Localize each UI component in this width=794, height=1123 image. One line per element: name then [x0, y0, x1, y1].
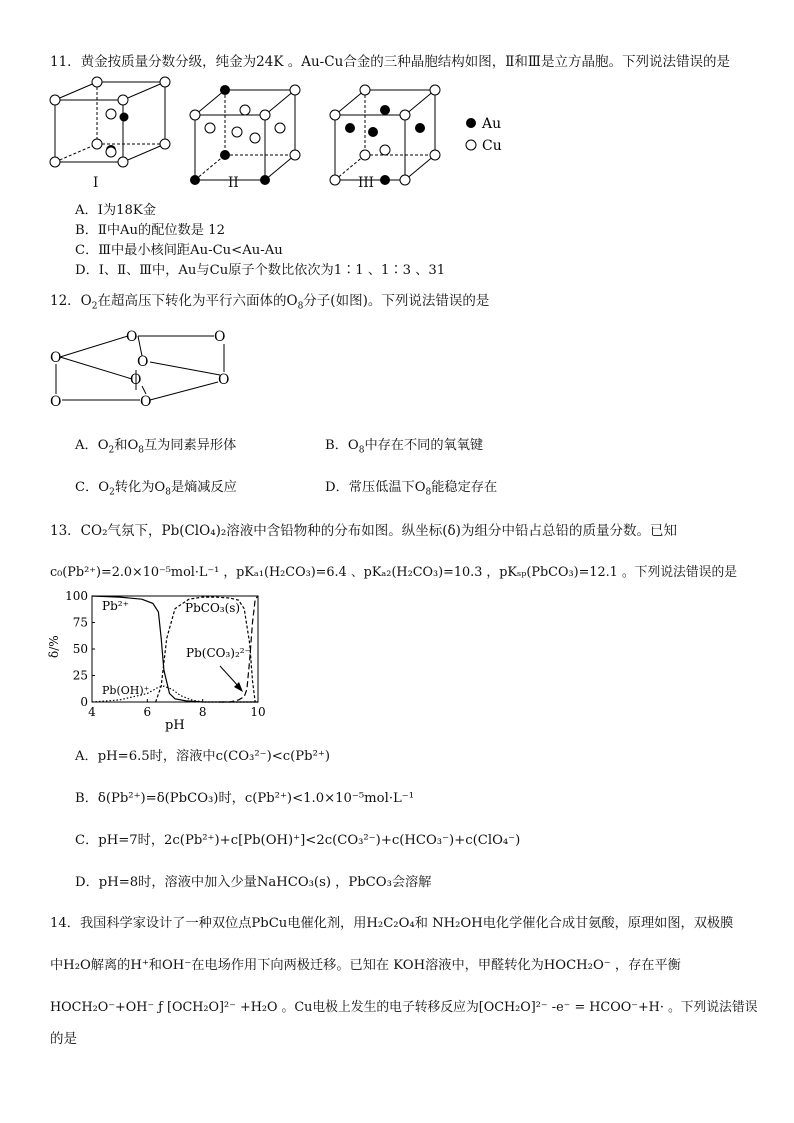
legend-cu-dot [466, 140, 476, 150]
q14-line2: 中H₂O解离的H⁺和OH⁻在电场作用下向两极迁移。已知在 KOH溶液中，甲醛转化为HOCH₂O⁻ ，存在平衡 [50, 958, 681, 973]
q14-line4: 的是 [50, 1031, 77, 1047]
o-atom: O [50, 350, 62, 366]
q12-option-d: D．常压低温下$O_8$能稳定存在 [325, 480, 498, 498]
legend-au-dot [466, 118, 476, 128]
q13-option-d: D．pH=8时，溶液中加入少量NaHCO₃(s) ，PbCO₃会溶解 [75, 875, 432, 890]
o-atom: O [214, 329, 226, 345]
y-tick-label: 50 [72, 642, 88, 656]
q14-line3: HOCH₂O⁻+OH⁻ ƒ [OCH₂O]²⁻ +H₂O 。Cu电极上发生的电子转移反应为[OCH₂O]²⁻ -e⁻ = HCOO⁻+H· 。下列说法错误 [50, 1000, 758, 1015]
q11-option-d: D．I、Ⅱ、Ⅲ中，Au与Cu原子个数比依次为1∶1 、1∶3 、31 [75, 263, 446, 278]
q11-option-a: A．I为18K金 [75, 203, 156, 218]
o-atom: O [218, 372, 230, 388]
cell-label-III: III [358, 175, 374, 191]
q12-o8-figure [40, 322, 240, 414]
q13-stem-line1: 13．CO₂气氛下，Pb(ClO₄)₂溶液中含铅物种的分布如图。纵坐标(δ)为组分中铅占总铅的质量分数。已知 [50, 523, 677, 539]
q13-stem-line2: c₀(Pb²⁺)=2.0×10⁻⁵mol·L⁻¹ ，pKₐ₁(H₂CO₃)=6.4 、pKₐ₂(H₂CO₃)=10.3 ，pKₛₚ(PbCO₃)=12.1 。下列说法错误的是 [50, 565, 738, 580]
cell-label-II: II [228, 175, 239, 191]
series-label-pb2: Pb²⁺ [102, 599, 129, 613]
q12-option-b: B．$O_8$中存在不同的氧氧键 [325, 438, 484, 456]
o-atom: O [140, 394, 152, 410]
y-tick-label: 0 [80, 695, 88, 709]
x-tick-label: 10 [250, 705, 266, 719]
series-label-pbco32: Pb(CO₃)₂²⁻ [186, 646, 251, 660]
q13-distribution-chart [40, 586, 280, 734]
cell-I [50, 77, 170, 167]
q11-option-b: B．Ⅱ中Au的配位数是 12 [75, 223, 225, 238]
q12-option-a: A．$O_2$和$O_8$互为同素异形体 [75, 438, 237, 456]
q11-option-c: C．Ⅲ中最小核间距Au-Cu<Au-Au [75, 243, 283, 258]
q14-line1: 14．我国科学家设计了一种双位点PbCu电催化剂，用H₂C₂O₄和 NH₂OH电化学催化合成甘氨酸，原理如图，双极膜 [50, 916, 734, 931]
q13-option-c: C．pH=7时，2c(Pb²⁺)+c[Pb(OH)⁺]<2c(CO₃²⁻)+c(HCO₃⁻)+c(ClO₄⁻) [75, 833, 521, 848]
cell-label-I: I [93, 175, 99, 191]
legend-au-label: Au [482, 116, 502, 132]
q13-option-a: A．pH=6.5时，溶液中c(CO₃²⁻)<c(Pb²⁺) [75, 749, 331, 764]
q13-option-b: B．δ(Pb²⁺)=δ(PbCO₃)时，c(Pb²⁺)<1.0×10⁻⁵mol·L⁻¹ [75, 791, 415, 806]
legend-cu-label: Cu [482, 138, 502, 154]
y-tick-label: 25 [72, 668, 88, 683]
x-tick-label: 4 [88, 705, 96, 719]
series-label-pbco3: PbCO₃(s) [185, 601, 241, 615]
y-axis-label: δ/% [47, 635, 61, 658]
y-tick-label: 75 [72, 615, 88, 630]
o-atom: O [137, 354, 149, 370]
cell-III [330, 85, 440, 185]
x-tick-label: 6 [143, 705, 152, 719]
q12-option-c: C．$O_2$转化为$O_8$是熵减反应 [75, 480, 237, 498]
cell-II [190, 85, 300, 185]
q12-stem: 12．$O_2$在超高压下转化为平行六面体的$O_8$分子(如图)。下列说法错误的是 [50, 293, 490, 312]
q11-crystal-figure [40, 70, 520, 195]
o-atom: O [130, 372, 142, 388]
x-axis-label: pH [165, 718, 185, 733]
q11-stem: 11．黄金按质量分数分级，纯金为24K 。Au-Cu合金的三种晶胞结构如图，Ⅱ和Ⅲ是立方晶胞。下列说法错误的是 [50, 54, 730, 70]
x-tick-label: 8 [198, 705, 207, 719]
y-tick-label: 100 [65, 589, 88, 603]
series-label-pboh: Pb(OH)⁺ [102, 684, 150, 697]
o-atom: O [126, 329, 138, 345]
o-atom: O [50, 394, 62, 410]
